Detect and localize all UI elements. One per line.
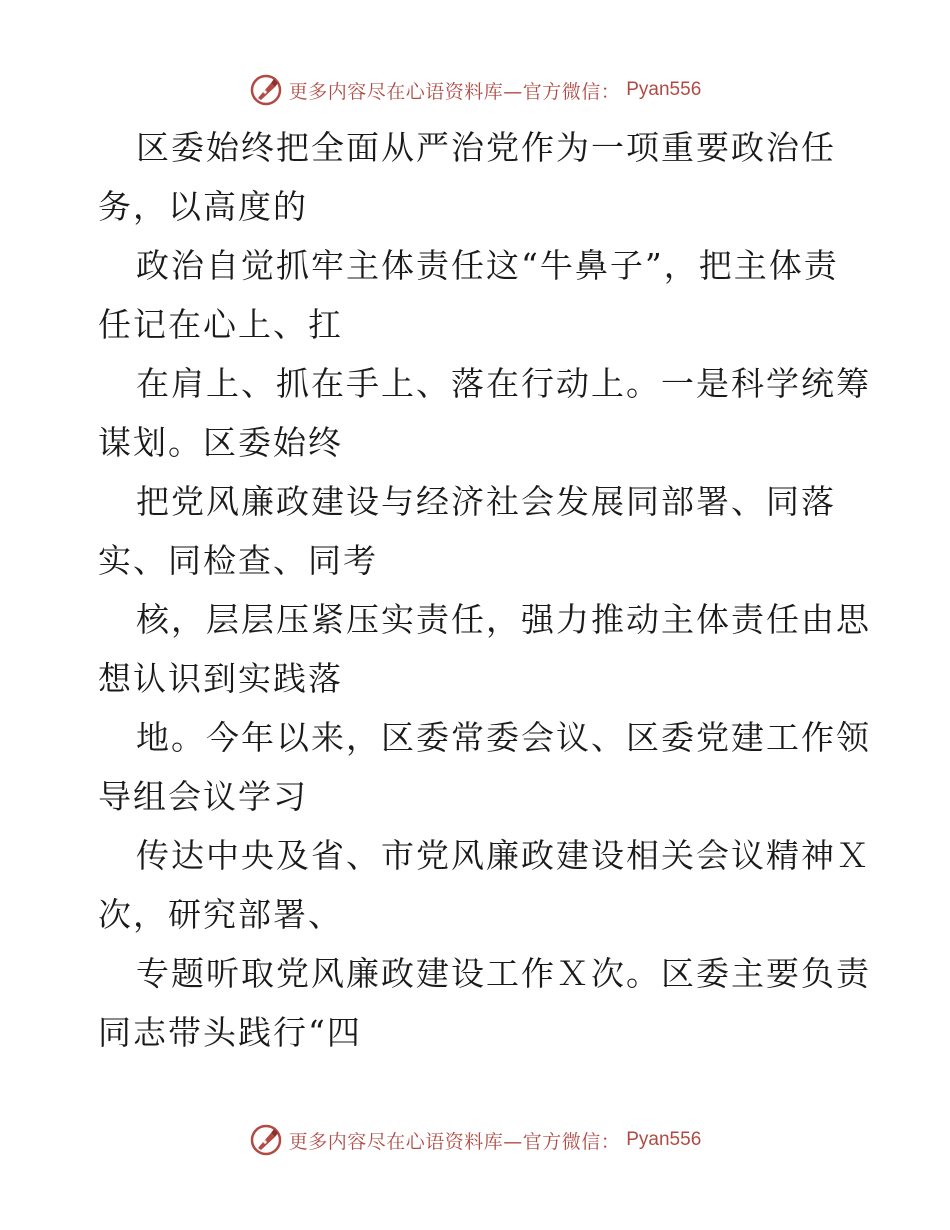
text-line: 同志带头践行“四 [98,1013,362,1052]
header-watermark [0,70,950,110]
watermark-text: 更多内容尽在心语资料库—官方微信： [288,80,621,103]
text-line: 区委始终把全面从严治党作为一项重要政治任 [136,128,836,167]
text-line: 次，研究部署、 [98,895,343,934]
text-line: 专题听取党风廉政建设工作Ｘ次。区委主要负责 [136,954,871,993]
text-line: 在肩上、抓在手上、落在行动上。一是科学统筹 [136,364,871,403]
text-line: 谋划。区委始终 [98,423,343,462]
text-line: 务，以高度的 [98,187,308,226]
text-line: 实、同检查、同考 [98,541,378,580]
watermark-text: 更多内容尽在心语资料库—官方微信： [288,1130,621,1153]
text-line: 政治自觉抓牢主体责任这“牛鼻子”，把主体责 [136,246,839,285]
text-line: 想认识到实践落 [98,659,343,698]
text-line: 任记在心上、扛 [98,305,343,344]
pen-nib-logo-icon [249,73,283,107]
pen-nib-logo-icon [249,1123,283,1157]
watermark-wechat-id: Pyan556 [626,79,702,100]
text-line: 地。今年以来，区委常委会议、区委党建工作领 [136,718,871,757]
footer-watermark [0,1120,950,1160]
text-line: 传达中央及省、市党风廉政建设相关会议精神Ｘ [136,836,871,875]
text-line: 导组会议学习 [98,777,308,816]
watermark-wechat-id: Pyan556 [626,1129,702,1150]
document-body [98,118,871,1062]
text-line: 核，层层压紧压实责任，强力推动主体责任由思 [136,600,871,639]
text-line: 把党风廉政建设与经济社会发展同部署、同落 [136,482,836,521]
